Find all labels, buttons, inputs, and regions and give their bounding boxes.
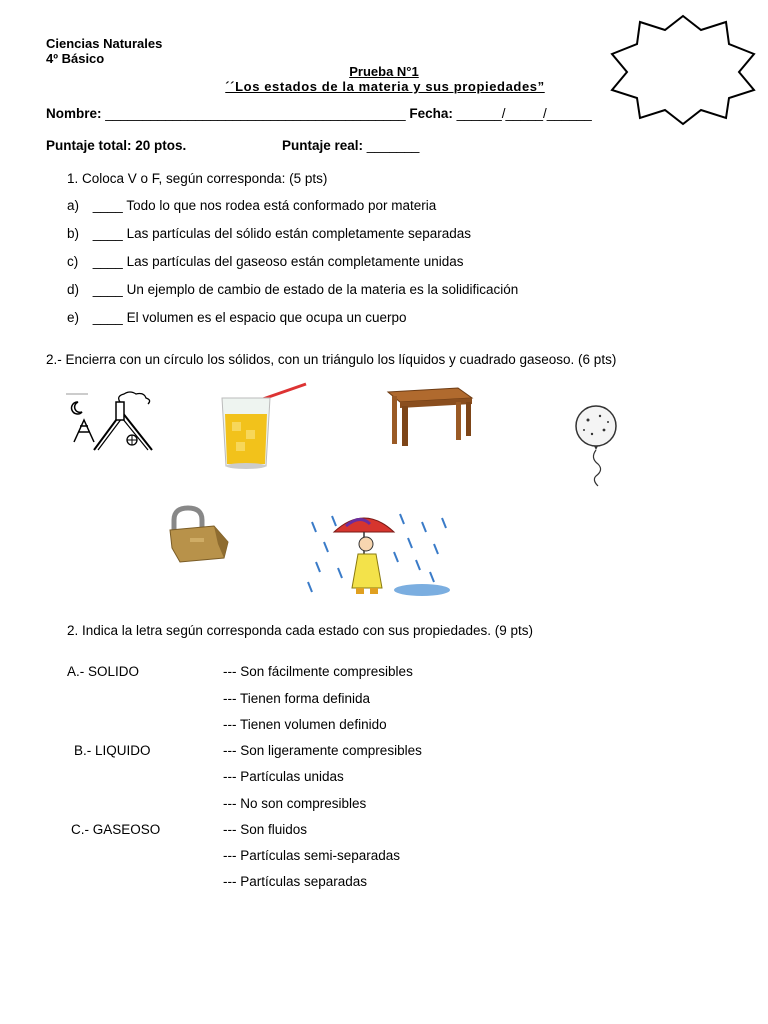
total-score: Puntaje total: 20 ptos. — [46, 138, 187, 153]
property-item: --- Son fácilmente compresibles — [223, 664, 413, 679]
real-score-blank[interactable]: _______ — [366, 138, 420, 153]
property-item: --- No son compresibles — [223, 796, 367, 811]
item-text: Todo lo que nos rodea está conformado por materia — [126, 198, 437, 213]
section2-instruction: 2.- Encierra con un círculo los sólidos, con un triángulo los líquidos y cuadrado gaseoso. (6 pts) — [46, 352, 617, 367]
answer-blank[interactable]: ____ — [92, 310, 123, 325]
item-letter: e) — [67, 310, 80, 325]
answer-blank[interactable]: ____ — [92, 282, 123, 297]
list-item — [67, 226, 471, 241]
date-blank[interactable]: ______/_____/______ — [456, 106, 592, 121]
item-text: Las partículas del sólido están completamente separadas — [126, 226, 472, 241]
state-liquid-label: B.- LIQUIDO — [74, 743, 151, 758]
list-item — [67, 198, 436, 213]
item-letter: d) — [67, 282, 80, 297]
name-label: Nombre: — [46, 106, 102, 121]
item-text: Las partículas del gaseoso están completamente unidas — [126, 254, 464, 269]
property-item: --- Son ligeramente compresibles — [223, 743, 422, 758]
property-item: --- Partículas semi-separadas — [223, 848, 401, 863]
name-field-row — [46, 106, 592, 121]
glass-juice-image — [216, 380, 312, 472]
state-gas-label: C.- GASEOSO — [71, 822, 161, 837]
rain-umbrella-image — [304, 502, 452, 602]
grade-label: 4º Básico — [46, 51, 105, 66]
test-title: Prueba N°1 — [349, 64, 419, 79]
subject-label: Ciencias Naturales — [46, 36, 163, 51]
property-item: --- Partículas unidas — [223, 769, 344, 784]
padlock-image — [162, 506, 234, 566]
answer-blank[interactable]: ____ — [92, 254, 123, 269]
section1-instruction: 1. Coloca V o F, según corresponda: (5 pts) — [67, 171, 328, 186]
list-item — [67, 254, 464, 269]
property-item: --- Son fluidos — [223, 822, 308, 837]
real-score-label: Puntaje real: — [282, 138, 364, 153]
house-smoke-image — [64, 390, 160, 454]
balloon-image — [556, 404, 636, 490]
name-blank[interactable]: ________________________________________ — [105, 106, 406, 121]
answer-blank[interactable]: ____ — [92, 226, 123, 241]
item-text: El volumen es el espacio que ocupa un cuerpo — [126, 310, 407, 325]
date-label: Fecha: — [409, 106, 453, 121]
section3-instruction: 2. Indica la letra según corresponda cada estado con sus propiedades. (9 pts) — [67, 623, 534, 638]
item-letter: a) — [67, 198, 80, 213]
item-letter: b) — [67, 226, 80, 241]
test-subtitle: ´´Los estados de la materia y sus propiedades” — [225, 79, 545, 94]
list-item — [67, 310, 407, 325]
real-score-row — [282, 138, 419, 153]
list-item — [67, 282, 518, 297]
property-item: --- Tienen forma definida — [223, 691, 371, 706]
item-text: Un ejemplo de cambio de estado de la materia es la solidificación — [126, 282, 519, 297]
item-letter: c) — [67, 254, 79, 269]
property-item: --- Tienen volumen definido — [223, 717, 387, 732]
state-solid-label: A.- SOLIDO — [67, 664, 140, 679]
answer-blank[interactable]: ____ — [92, 198, 123, 213]
star-badge-icon — [608, 14, 758, 126]
property-item: --- Partículas separadas — [223, 874, 368, 889]
wooden-table-image — [382, 384, 474, 448]
